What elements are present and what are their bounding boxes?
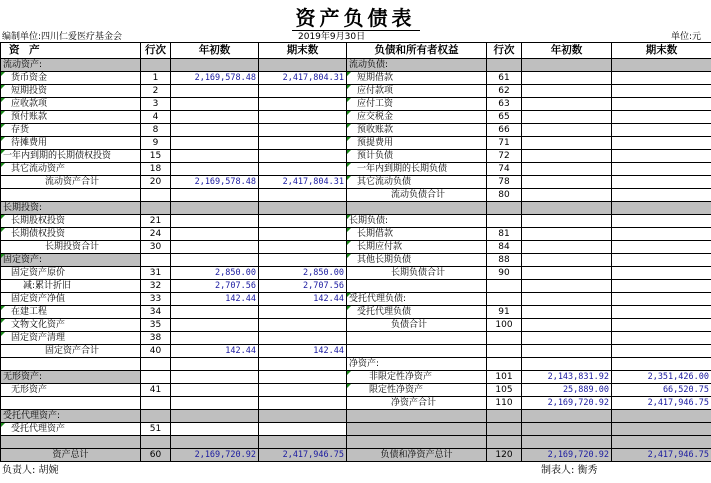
asset-end-value [259,215,347,228]
liability-begin-value [522,72,612,85]
asset-line-no [141,202,171,215]
asset-line-no: 8 [141,124,171,137]
table-row [1,345,711,358]
asset-end-value [259,371,347,384]
liability-begin-value [522,280,612,293]
liability-end-value [612,85,711,98]
asset-begin-value [171,358,259,371]
liability-label [347,345,487,358]
report-title: 资产负债表 [292,6,420,31]
liability-label: 受托代理负债: [347,293,487,306]
asset-begin-value [171,85,259,98]
liability-begin-value [522,254,612,267]
asset-begin-value [171,189,259,202]
asset-line-no [141,254,171,267]
asset-begin-value [171,241,259,254]
asset-label: 在建工程 [1,306,141,319]
table-row [1,371,711,384]
liability-label: 非限定性净资产 [347,371,487,384]
liability-begin-value [522,215,612,228]
liability-label: 净资产: [347,358,487,371]
table-row [1,319,711,332]
liability-begin-value: 2,143,831.92 [522,371,612,384]
liability-label [347,410,487,423]
liability-end-value [612,124,711,137]
table-row [1,163,711,176]
asset-line-no: 4 [141,111,171,124]
asset-end-value [259,124,347,137]
liability-begin-value [522,293,612,306]
liability-label: 一年内到期的长期负债 [347,163,487,176]
asset-line-no: 18 [141,163,171,176]
liability-line-no [487,358,522,371]
table-row [1,306,711,319]
liability-label [347,423,487,436]
asset-label: 货币资金 [1,72,141,85]
table-row [1,449,711,462]
asset-end-value: 2,707.56 [259,280,347,293]
liability-line-no: 90 [487,267,522,280]
asset-begin-value [171,215,259,228]
table-row [1,176,711,189]
asset-end-value [259,137,347,150]
liability-label: 长期负债合计 [347,267,487,280]
asset-label: 流动资产: [1,59,141,72]
asset-end-value: 2,850.00 [259,267,347,280]
asset-line-no: 20 [141,176,171,189]
liability-line-no: 61 [487,72,522,85]
asset-line-no [141,397,171,410]
asset-begin-value [171,124,259,137]
liability-end-value [612,436,711,449]
liability-line-no [487,332,522,345]
asset-end-value [259,423,347,436]
asset-end-value [259,189,347,202]
liability-end-value [612,215,711,228]
asset-begin-value: 142.44 [171,293,259,306]
liability-begin-value [522,111,612,124]
liability-line-no: 71 [487,137,522,150]
header-begin-right: 年初数 [522,43,612,59]
liability-line-no: 72 [487,150,522,163]
asset-line-no: 34 [141,306,171,319]
liability-label: 预计负债 [347,150,487,163]
liability-label: 长期借款 [347,228,487,241]
asset-begin-value: 2,707.56 [171,280,259,293]
asset-line-no: 51 [141,423,171,436]
liability-label: 负债合计 [347,319,487,332]
asset-label: 固定资产合计 [1,345,141,358]
asset-line-no: 21 [141,215,171,228]
asset-label [1,397,141,410]
table-row [1,150,711,163]
liability-begin-value [522,85,612,98]
header-asset: 资 产 [1,43,141,59]
asset-label: 减:累计折旧 [1,280,141,293]
asset-line-no [141,358,171,371]
organization-label: 编制单位:四川仁爱医疗基金会 [2,32,123,42]
liability-end-value [612,345,711,358]
table-row [1,410,711,423]
liability-label [347,436,487,449]
asset-begin-value: 2,850.00 [171,267,259,280]
liability-end-value [612,59,711,72]
liability-begin-value [522,59,612,72]
liability-line-no [487,293,522,306]
liability-line-no: 105 [487,384,522,397]
asset-end-value [259,241,347,254]
liability-end-value: 2,417,946.75 [612,397,711,410]
liability-begin-value: 2,169,720.92 [522,397,612,410]
asset-label [1,436,141,449]
preparer: 制表人: 衡秀 [541,465,598,476]
liability-begin-value [522,98,612,111]
header-end-left: 期末数 [259,43,347,59]
asset-end-value [259,202,347,215]
table-row [1,124,711,137]
header-end-right: 期末数 [612,43,711,59]
asset-line-no: 31 [141,267,171,280]
asset-label: 无形资产: [1,371,141,384]
table-row [1,358,711,371]
asset-end-value: 2,417,804.31 [259,176,347,189]
asset-begin-value [171,150,259,163]
sheet-body [1,59,711,462]
liability-label: 受托代理负债 [347,306,487,319]
asset-begin-value: 142.44 [171,345,259,358]
liability-end-value [612,423,711,436]
liability-line-no: 120 [487,449,522,462]
asset-end-value: 2,417,804.31 [259,72,347,85]
asset-line-no [141,189,171,202]
liability-line-no: 81 [487,228,522,241]
asset-begin-value [171,397,259,410]
liability-begin-value [522,345,612,358]
liability-line-no: 66 [487,124,522,137]
liability-end-value [612,176,711,189]
liability-line-no [487,436,522,449]
liability-end-value [612,163,711,176]
liability-line-no: 101 [487,371,522,384]
asset-begin-value: 2,169,578.48 [171,176,259,189]
asset-end-value [259,410,347,423]
asset-end-value [259,150,347,163]
asset-begin-value [171,228,259,241]
liability-line-no: 65 [487,111,522,124]
liability-end-value [612,358,711,371]
liability-begin-value [522,163,612,176]
asset-end-value [259,163,347,176]
table-row [1,397,711,410]
table-row [1,98,711,111]
liability-label: 净资产合计 [347,397,487,410]
liability-label: 长期应付款 [347,241,487,254]
liability-begin-value [522,319,612,332]
liability-line-no: 63 [487,98,522,111]
asset-end-value: 142.44 [259,293,347,306]
asset-line-no [141,371,171,384]
asset-label: 长期债权投资 [1,228,141,241]
liability-end-value [612,98,711,111]
table-row [1,189,711,202]
liability-begin-value [522,241,612,254]
header-liabilities: 负债和所有者权益 [347,43,487,59]
liability-end-value [612,306,711,319]
asset-label: 资产总计 [1,449,141,462]
asset-label: 固定资产净值 [1,293,141,306]
header-line-right: 行次 [487,43,522,59]
asset-line-no [141,436,171,449]
asset-end-value [259,228,347,241]
asset-begin-value [171,163,259,176]
liability-line-no: 80 [487,189,522,202]
liability-begin-value [522,228,612,241]
asset-line-no: 60 [141,449,171,462]
table-row [1,293,711,306]
liability-label: 短期借款 [347,72,487,85]
liability-label: 预提费用 [347,137,487,150]
liability-begin-value [522,267,612,280]
asset-line-no: 3 [141,98,171,111]
asset-line-no [141,59,171,72]
liability-end-value [612,72,711,85]
asset-label: 受托代理资产 [1,423,141,436]
asset-begin-value [171,423,259,436]
liability-line-no: 78 [487,176,522,189]
liability-end-value [612,319,711,332]
asset-label: 流动资产合计 [1,176,141,189]
liability-end-value [612,228,711,241]
asset-begin-value [171,137,259,150]
asset-begin-value [171,306,259,319]
liability-label: 流动负债: [347,59,487,72]
table-row [1,267,711,280]
asset-line-no: 40 [141,345,171,358]
asset-begin-value [171,436,259,449]
liability-label: 预收账款 [347,124,487,137]
asset-end-value [259,306,347,319]
liability-label [347,202,487,215]
liability-line-no: 91 [487,306,522,319]
liability-label: 长期负债: [347,215,487,228]
asset-line-no: 9 [141,137,171,150]
asset-label [1,189,141,202]
liability-line-no [487,59,522,72]
asset-label [1,358,141,371]
liability-label: 限定性净资产 [347,384,487,397]
table-row [1,254,711,267]
asset-end-value: 142.44 [259,345,347,358]
table-row [1,215,711,228]
asset-line-no: 41 [141,384,171,397]
asset-label: 文物文化资产 [1,319,141,332]
table-row [1,202,711,215]
liability-line-no: 62 [487,85,522,98]
liability-begin-value [522,436,612,449]
liability-end-value [612,293,711,306]
liability-begin-value [522,137,612,150]
liability-label [347,280,487,293]
liability-end-value [612,150,711,163]
asset-end-value [259,358,347,371]
liability-end-value: 2,351,426.00 [612,371,711,384]
asset-begin-value [171,384,259,397]
liability-line-no [487,215,522,228]
liability-begin-value [522,150,612,163]
asset-label: 预付账款 [1,111,141,124]
liability-begin-value [522,202,612,215]
asset-label: 待摊费用 [1,137,141,150]
asset-begin-value [171,202,259,215]
liability-label: 流动负债合计 [347,189,487,202]
liability-line-no: 84 [487,241,522,254]
liability-begin-value [522,306,612,319]
asset-label: 长期投资: [1,202,141,215]
liability-line-no: 100 [487,319,522,332]
asset-label: 长期投资合计 [1,241,141,254]
asset-label: 应收款项 [1,98,141,111]
liability-label: 其它流动负债 [347,176,487,189]
table-row [1,72,711,85]
asset-end-value [259,397,347,410]
asset-begin-value: 2,169,720.92 [171,449,259,462]
asset-line-no: 15 [141,150,171,163]
asset-end-value [259,319,347,332]
liability-begin-value [522,332,612,345]
asset-label: 其它流动资产 [1,163,141,176]
table-row [1,241,711,254]
liability-label: 应交税金 [347,111,487,124]
asset-label: 存货 [1,124,141,137]
asset-label: 固定资产原价 [1,267,141,280]
asset-end-value: 2,417,946.75 [259,449,347,462]
header-line-left: 行次 [141,43,171,59]
header-row [1,43,711,59]
asset-line-no: 30 [141,241,171,254]
liability-end-value [612,202,711,215]
table-row [1,137,711,150]
responsible-person: 负责人: 胡婉 [2,465,59,476]
liability-line-no: 110 [487,397,522,410]
liability-end-value [612,410,711,423]
asset-label: 无形资产 [1,384,141,397]
asset-begin-value [171,410,259,423]
table-row [1,59,711,72]
balance-sheet-table [0,42,711,462]
asset-line-no [141,410,171,423]
liability-label: 应付工资 [347,98,487,111]
asset-end-value [259,98,347,111]
asset-begin-value [171,111,259,124]
liability-label: 应付款项 [347,85,487,98]
table-row [1,423,711,436]
liability-line-no [487,423,522,436]
asset-begin-value [171,332,259,345]
liability-label [347,332,487,345]
liability-end-value [612,189,711,202]
asset-line-no: 33 [141,293,171,306]
asset-begin-value [171,59,259,72]
liability-label: 负债和净资产总计 [347,449,487,462]
table-row [1,332,711,345]
table-row [1,280,711,293]
liability-line-no [487,410,522,423]
asset-end-value [259,254,347,267]
asset-line-no: 2 [141,85,171,98]
report-title-wrap [0,2,711,31]
liability-line-no [487,202,522,215]
liability-end-value: 2,417,946.75 [612,449,711,462]
liability-begin-value: 25,889.00 [522,384,612,397]
asset-line-no: 32 [141,280,171,293]
asset-label: 受托代理资产: [1,410,141,423]
liability-line-no [487,280,522,293]
liability-begin-value [522,124,612,137]
asset-begin-value [171,319,259,332]
asset-line-no: 35 [141,319,171,332]
asset-begin-value [171,371,259,384]
asset-end-value [259,332,347,345]
liability-line-no: 88 [487,254,522,267]
asset-label: 一年内到期的长期债权投资 [1,150,141,163]
currency-unit: 单位:元 [671,32,702,42]
liability-end-value [612,280,711,293]
asset-begin-value [171,98,259,111]
table-row [1,85,711,98]
asset-label: 长期股权投资 [1,215,141,228]
liability-begin-value [522,176,612,189]
liability-label: 其他长期负债 [347,254,487,267]
asset-end-value [259,59,347,72]
liability-end-value: 66,520.75 [612,384,711,397]
liability-end-value [612,137,711,150]
asset-label: 固定资产: [1,254,141,267]
header-begin-left: 年初数 [171,43,259,59]
asset-begin-value [171,254,259,267]
liability-line-no: 74 [487,163,522,176]
asset-end-value [259,384,347,397]
asset-line-no: 24 [141,228,171,241]
table-row [1,436,711,449]
asset-label: 固定资产清理 [1,332,141,345]
liability-begin-value: 2,169,720.92 [522,449,612,462]
table-row [1,111,711,124]
liability-end-value [612,111,711,124]
liability-line-no [487,345,522,358]
asset-label: 短期投资 [1,85,141,98]
table-row [1,228,711,241]
liability-begin-value [522,423,612,436]
asset-line-no: 38 [141,332,171,345]
liability-end-value [612,267,711,280]
liability-begin-value [522,410,612,423]
liability-end-value [612,332,711,345]
report-date: 2019年9月30日 [298,32,366,42]
liability-end-value [612,241,711,254]
asset-begin-value: 2,169,578.48 [171,72,259,85]
liability-begin-value [522,189,612,202]
table-row [1,384,711,397]
asset-end-value [259,85,347,98]
asset-line-no: 1 [141,72,171,85]
asset-end-value [259,111,347,124]
liability-begin-value [522,358,612,371]
liability-end-value [612,254,711,267]
asset-end-value [259,436,347,449]
